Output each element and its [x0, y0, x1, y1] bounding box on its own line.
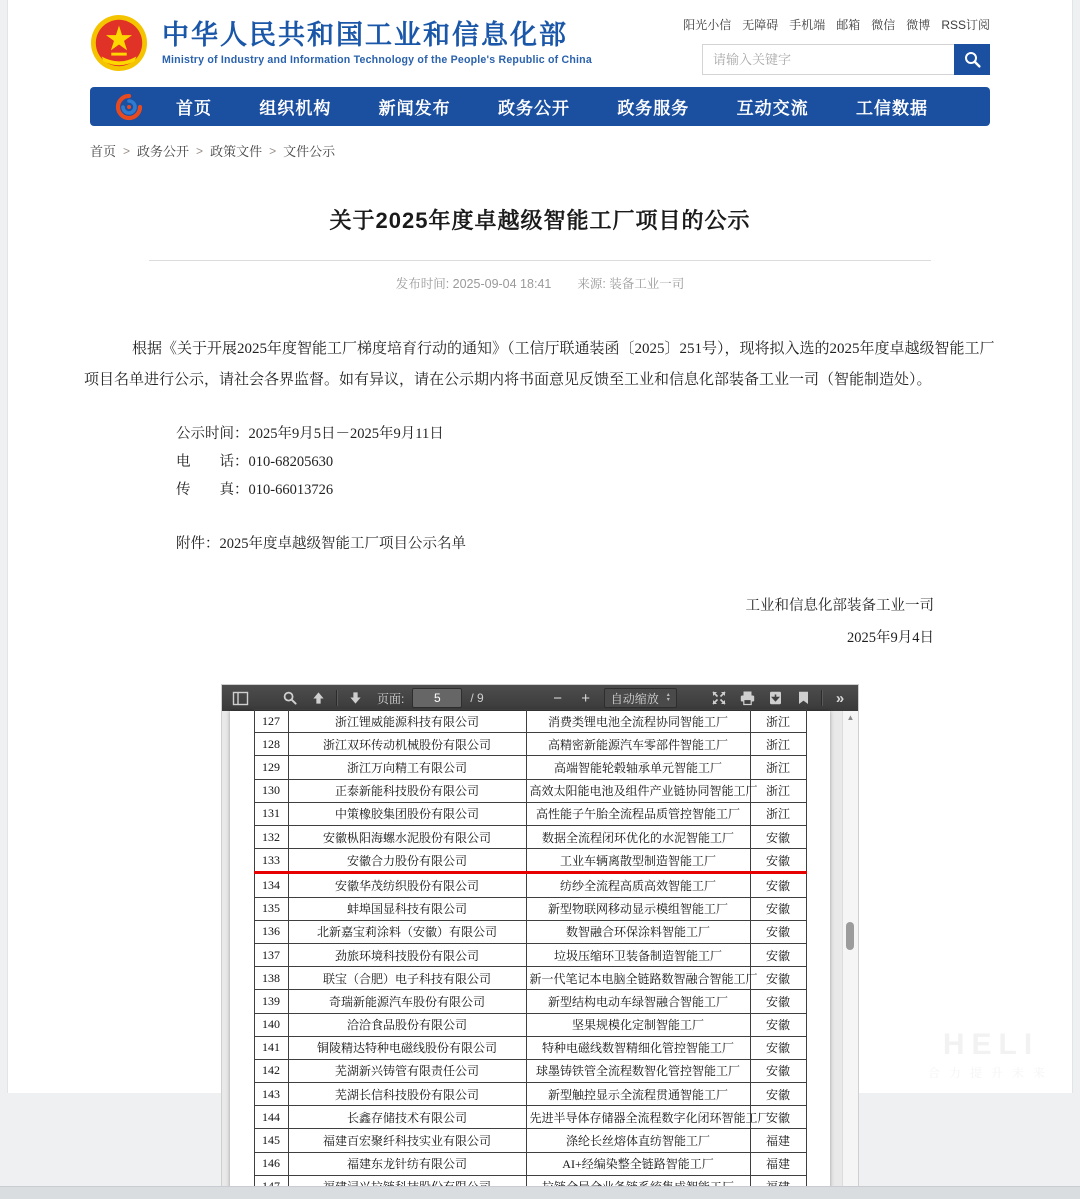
row-index: 137 — [254, 943, 288, 966]
zoom-controls — [548, 688, 677, 708]
page-bottom-strip — [0, 1186, 1080, 1199]
table-row — [254, 779, 806, 802]
signature-block — [84, 591, 996, 655]
row-index: 140 — [254, 1013, 288, 1036]
province: 福建 — [750, 1152, 806, 1175]
pdf-page — [230, 711, 830, 1197]
company-name: 浙江锂威能源科技有限公司 — [288, 710, 526, 733]
project-name: 新型结构电动车绿智融合智能工厂 — [526, 990, 750, 1013]
toolbar-separator — [336, 690, 337, 706]
toolbar-right — [709, 688, 850, 708]
factory-table — [254, 709, 807, 1199]
province: 福建 — [750, 1129, 806, 1152]
pdf-body — [222, 711, 858, 1191]
province: 安徽 — [750, 849, 806, 873]
print-button[interactable] — [737, 688, 757, 708]
find-icon — [283, 691, 297, 705]
project-name: 坚果规模化定制智能工厂 — [526, 1013, 750, 1036]
province: 安徽 — [750, 920, 806, 943]
project-name: 数据全流程闭环优化的水泥智能工厂 — [526, 826, 750, 849]
company-name: 浙江双环传动机械股份有限公司 — [288, 733, 526, 756]
table-row — [254, 826, 806, 849]
project-name: 新型触控显示全流程贯通智能工厂 — [526, 1083, 750, 1106]
row-index: 131 — [254, 802, 288, 825]
zoom-mode-select[interactable] — [604, 688, 677, 708]
province: 安徽 — [750, 1083, 806, 1106]
table-row — [254, 710, 806, 733]
row-index: 134 — [254, 873, 288, 897]
row-index: 135 — [254, 897, 288, 920]
publish-time: 发布时间: 2025-09-04 18:41 — [395, 277, 552, 291]
quick-link-2[interactable]: 手机端 — [789, 18, 826, 32]
province: 安徽 — [750, 897, 806, 920]
sidebar-toggle-button[interactable] — [230, 688, 250, 708]
site-title-block — [162, 20, 592, 66]
nav-items — [176, 94, 964, 119]
more-tools-button[interactable]: » — [835, 689, 845, 707]
table-row — [254, 1013, 806, 1036]
breadcrumb-separator: > — [196, 143, 204, 158]
page-total: / 9 — [470, 691, 484, 706]
project-name: 特种电磁线数智精细化管控智能工厂 — [526, 1036, 750, 1059]
row-index: 127 — [254, 710, 288, 733]
breadcrumb-separator: > — [123, 143, 131, 158]
row-index: 128 — [254, 733, 288, 756]
project-name: 高精密新能源汽车零部件智能工厂 — [526, 733, 750, 756]
row-index: 133 — [254, 849, 288, 873]
project-name: 新型物联网移动显示模组智能工厂 — [526, 897, 750, 920]
company-name: 劲旅环境科技股份有限公司 — [288, 943, 526, 966]
row-index: 138 — [254, 967, 288, 990]
bookmark-icon — [798, 691, 809, 705]
company-name: 北新嘉宝莉涂料（安徽）有限公司 — [288, 920, 526, 943]
table-row — [254, 943, 806, 966]
province: 安徽 — [750, 1106, 806, 1129]
province: 安徽 — [750, 943, 806, 966]
table-row — [254, 897, 806, 920]
company-name: 中策橡胶集团股份有限公司 — [288, 802, 526, 825]
project-name: 垃圾压缩环卫装备制造智能工厂 — [526, 943, 750, 966]
main-nav — [90, 87, 990, 126]
project-name: 先进半导体存储器全流程数字化闭环智能工厂 — [526, 1106, 750, 1129]
fax-line: 传 真：010-66013726 — [176, 482, 334, 499]
signature-dept: 工业和信息化部装备工业一司 — [745, 598, 934, 615]
table-row — [254, 1152, 806, 1175]
download-icon — [769, 691, 782, 705]
nav-item-5[interactable]: 互动交流 — [736, 99, 809, 118]
pdf-viewer — [222, 685, 858, 1191]
public-period: 公示时间：2025年9月5日－2025年9月11日 — [176, 425, 444, 442]
attachment-line: 附件：2025年度卓越级智能工厂项目公示名单 — [176, 536, 466, 553]
nav-item-2[interactable]: 新闻发布 — [378, 99, 451, 118]
quick-link-4[interactable]: 微信 — [871, 18, 896, 32]
article-meta — [84, 274, 996, 292]
nav-item-1[interactable]: 组织机构 — [259, 99, 332, 118]
project-name: 球墨铸铁管全流程数智化管控智能工厂 — [526, 1059, 750, 1082]
zoom-mode-label: 自动缩放 — [610, 691, 659, 706]
scroll-up-arrow[interactable]: ▲ — [846, 713, 855, 723]
company-name: 联宝（合肥）电子科技有限公司 — [288, 967, 526, 990]
page-up-button[interactable] — [308, 688, 328, 708]
row-index: 129 — [254, 756, 288, 779]
phone-line: 电 话：010-68205630 — [176, 453, 334, 470]
province: 浙江 — [750, 733, 806, 756]
article-paragraph: 根据《关于开展2025年度智能工厂梯度培育行动的通知》（工信厅联通装函〔2025〕251号），现将拟入选的2025年度卓越级智能工厂项目名单进行公示，请社会各界监督。如有异议，请在公示期内将书面意见反馈至工业和信息化部装备工业一司（智能制造处）。 — [84, 341, 995, 388]
project-name: AI+经编染整全链路智能工厂 — [526, 1152, 750, 1175]
province: 安徽 — [750, 873, 806, 897]
quick-links — [683, 16, 990, 33]
project-name: 数智融合环保涂料智能工厂 — [526, 920, 750, 943]
page-number-input[interactable] — [412, 688, 462, 708]
province: 安徽 — [750, 967, 806, 990]
plus-icon: + — [581, 689, 591, 707]
company-name: 正泰新能科技股份有限公司 — [288, 779, 526, 802]
project-name: 高效太阳能电池及组件产业链协同智能工厂 — [526, 779, 750, 802]
miit-swirl-icon — [116, 94, 142, 120]
nav-item-3[interactable]: 政务公开 — [497, 99, 570, 118]
article — [84, 204, 996, 655]
table-row — [254, 1083, 806, 1106]
contact-block — [84, 420, 996, 505]
table-row — [254, 756, 806, 779]
breadcrumb-separator: > — [269, 143, 277, 158]
province: 浙江 — [750, 710, 806, 733]
title-divider — [149, 260, 931, 261]
table-row — [254, 1129, 806, 1152]
table-row — [254, 873, 806, 897]
nav-item-6[interactable]: 工信数据 — [855, 99, 928, 118]
bookmark-button[interactable] — [793, 688, 813, 708]
row-index: 130 — [254, 779, 288, 802]
table-row — [254, 1059, 806, 1082]
spinner-icon: ▴ ▾ — [666, 692, 670, 704]
breadcrumb-item-2[interactable]: 政策文件 — [210, 144, 263, 159]
heli-watermark — [928, 1028, 1054, 1081]
site-subtitle: Ministry of Industry and Information Technology of the People's Republic of China — [162, 54, 592, 67]
find-button[interactable] — [280, 688, 300, 708]
table-row — [254, 1106, 806, 1129]
search-button[interactable] — [954, 44, 990, 75]
company-name: 芜湖长信科技股份有限公司 — [288, 1083, 526, 1106]
company-name: 长鑫存储技术有限公司 — [288, 1106, 526, 1129]
download-button[interactable] — [765, 688, 785, 708]
source: 来源: 装备工业一司 — [577, 277, 685, 291]
company-name: 浙江万向精工有限公司 — [288, 756, 526, 779]
scrollbar-thumb[interactable] — [846, 922, 854, 950]
province: 浙江 — [750, 802, 806, 825]
sidebar-toggle-icon — [233, 692, 248, 705]
province: 安徽 — [750, 990, 806, 1013]
province: 浙江 — [750, 779, 806, 802]
header-utility — [683, 14, 990, 75]
arrow-down-icon — [349, 691, 362, 705]
arrow-up-icon — [312, 691, 325, 705]
zoom-out-button[interactable] — [548, 688, 568, 708]
search-icon — [964, 51, 981, 68]
pdf-scrollbar[interactable] — [842, 711, 858, 1191]
site-search — [702, 44, 990, 75]
company-name: 洽洽食品股份有限公司 — [288, 1013, 526, 1036]
company-name: 福建东龙针纺有限公司 — [288, 1152, 526, 1175]
page-title: 关于2025年度卓越级智能工厂项目的公示 — [329, 208, 751, 233]
quick-link-0[interactable]: 阳光小信 — [683, 18, 732, 32]
table-row — [254, 967, 806, 990]
search-input[interactable] — [702, 44, 954, 75]
project-name: 高性能子午胎全流程品质管控智能工厂 — [526, 802, 750, 825]
project-name: 涤纶长丝熔体直纺智能工厂 — [526, 1129, 750, 1152]
company-name: 安徽华茂纺织股份有限公司 — [288, 873, 526, 897]
project-name: 高端智能轮毂轴承单元智能工厂 — [526, 756, 750, 779]
row-index: 146 — [254, 1152, 288, 1175]
watermark-logo-text: HELI — [942, 1028, 1040, 1061]
province: 安徽 — [750, 1059, 806, 1082]
print-icon — [740, 691, 755, 705]
national-emblem-logo — [90, 14, 148, 72]
zoom-in-button[interactable] — [576, 688, 596, 708]
company-name: 安徽枞阳海螺水泥股份有限公司 — [288, 826, 526, 849]
row-index: 142 — [254, 1059, 288, 1082]
presentation-mode-button[interactable] — [709, 688, 729, 708]
watermark-slogan: 合力提升未来 — [927, 1066, 1054, 1080]
row-index: 139 — [254, 990, 288, 1013]
quick-link-1[interactable]: 无障碍 — [742, 18, 779, 32]
row-index: 136 — [254, 920, 288, 943]
site-header — [8, 0, 1072, 81]
company-name: 铜陵精达特种电磁线股份有限公司 — [288, 1036, 526, 1059]
company-name: 福建百宏聚纤科技实业有限公司 — [288, 1129, 526, 1152]
table-row — [254, 733, 806, 756]
breadcrumb-item-0[interactable]: 首页 — [90, 144, 117, 159]
project-name: 纺纱全流程高质高效智能工厂 — [526, 873, 750, 897]
pdf-toolbar — [222, 685, 858, 711]
row-index: 132 — [254, 826, 288, 849]
province: 安徽 — [750, 1036, 806, 1059]
province: 浙江 — [750, 756, 806, 779]
minus-icon: − — [553, 689, 563, 707]
breadcrumb — [90, 141, 990, 160]
quick-link-6[interactable]: RSS订阅 — [941, 18, 990, 32]
province: 安徽 — [750, 1013, 806, 1036]
table-row — [254, 1036, 806, 1059]
table-row — [254, 920, 806, 943]
row-index: 143 — [254, 1083, 288, 1106]
site-title: 中华人民共和国工业和信息化部 — [162, 19, 568, 50]
company-name: 芜湖新兴铸管有限责任公司 — [288, 1059, 526, 1082]
site-brand — [90, 14, 592, 72]
row-index: 141 — [254, 1036, 288, 1059]
project-name: 消费类锂电池全流程协同智能工厂 — [526, 710, 750, 733]
breadcrumb-item-3: 文件公示 — [283, 144, 336, 159]
project-name: 新一代笔记本电脑全链路数智融合智能工厂 — [526, 967, 750, 990]
presentation-mode-icon — [712, 691, 726, 705]
breadcrumb-item-1[interactable]: 政务公开 — [137, 144, 190, 159]
quick-link-3[interactable]: 邮箱 — [836, 18, 861, 32]
company-name: 奇瑞新能源汽车股份有限公司 — [288, 990, 526, 1013]
table-row — [254, 849, 806, 873]
table-row — [254, 990, 806, 1013]
page — [7, 0, 1073, 1172]
project-name: 工业车辆离散型制造智能工厂 — [526, 849, 750, 873]
page-label: 页面: — [377, 691, 405, 706]
quick-link-5[interactable]: 微博 — [906, 18, 931, 32]
signature-date: 2025年9月4日 — [847, 630, 934, 647]
company-name: 蚌埠国显科技有限公司 — [288, 897, 526, 920]
row-index: 145 — [254, 1129, 288, 1152]
table-row — [254, 802, 806, 825]
nav-item-4[interactable]: 政务服务 — [617, 99, 690, 118]
row-index: 144 — [254, 1106, 288, 1129]
province: 安徽 — [750, 826, 806, 849]
company-name: 安徽合力股份有限公司 — [288, 849, 526, 873]
nav-item-0[interactable]: 首页 — [176, 99, 212, 118]
page-down-button[interactable] — [345, 688, 365, 708]
toolbar-separator — [821, 690, 822, 706]
